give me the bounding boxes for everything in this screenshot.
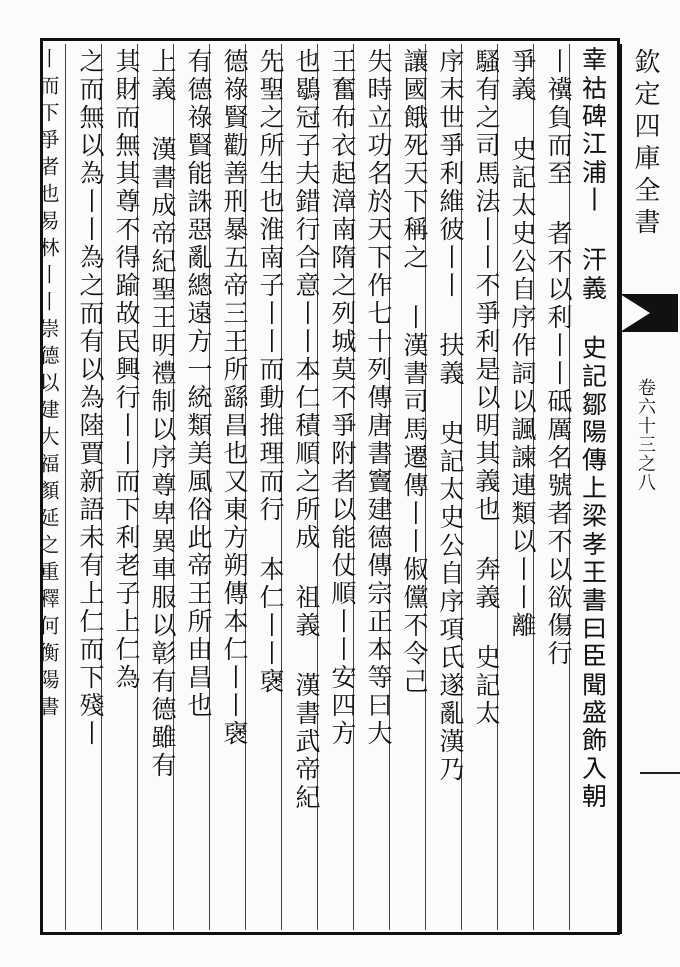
text-column: 丨而下爭者也易林丨丨崇德以建大福顏延之重釋何衡陽書 — [36, 48, 60, 723]
text-column: 𦍒祜碑江浦丨 汗義 史記鄒陽傳上梁孝王書曰臣聞盛飾入朝 — [580, 48, 609, 812]
book-title: 欽定四庫全書 — [630, 48, 660, 240]
fishtail-mark-icon — [620, 292, 680, 334]
text-column: 失時立功名於天下作七十列傳唐書竇建德傳宗正本等曰大 — [364, 48, 393, 748]
text-column: 其財而無其尊不得踰故民興行丨丨而下利老子上仁為 — [112, 48, 141, 692]
text-column: 上義 漢書成帝紀聖王明禮制以序尊卑異車服以彰有德雖有 — [148, 48, 177, 780]
text-column: 之而無以為丨丨為之而有以為陸賈新語未有上仁而下殘丨 — [76, 48, 105, 748]
text-column: 序末世爭利維彼丨丨 扶義 史記太史公自序項氏遂亂漢乃 — [436, 48, 465, 784]
margin-divider — [640, 772, 680, 774]
text-column: 讓國餓死天下稱之 丨漢書司馬遷傳丨丨俶儻不令己 — [400, 48, 429, 696]
text-column: 騷有之司馬法丨丨不爭利是以明其義也 奔義 史記太 — [472, 48, 501, 728]
text-column: 爭義 史記太史公自序作詞以諷諫連類以丨丨離 — [508, 48, 537, 640]
text-column: 丨𥜥負而至 者不以利丨丨砥厲名號者不以欲傷行 — [544, 48, 573, 668]
volume-label: 卷六十三之八 — [635, 378, 656, 492]
text-column: 有德祿賢能誅惡亂總遠方一統類美風俗此帝王所由昌也 — [184, 48, 213, 720]
text-column: 王奮布衣起漳南隋之列城莫不爭附者以能仗順丨丨安四方 — [328, 48, 357, 748]
text-column: 德祿賢勸善刑暴五帝三王所繇昌也又東方朔傳本仁丨丨襃 — [220, 48, 249, 748]
text-column: 先聖之所生也淮南子丨丨而動推理而行 本仁丨丨襃 — [256, 48, 285, 696]
text-column: 也鶡冠子夫錯行合意丨丨本仁積順之所成 祖義 漢書武帝紀 — [292, 48, 321, 812]
